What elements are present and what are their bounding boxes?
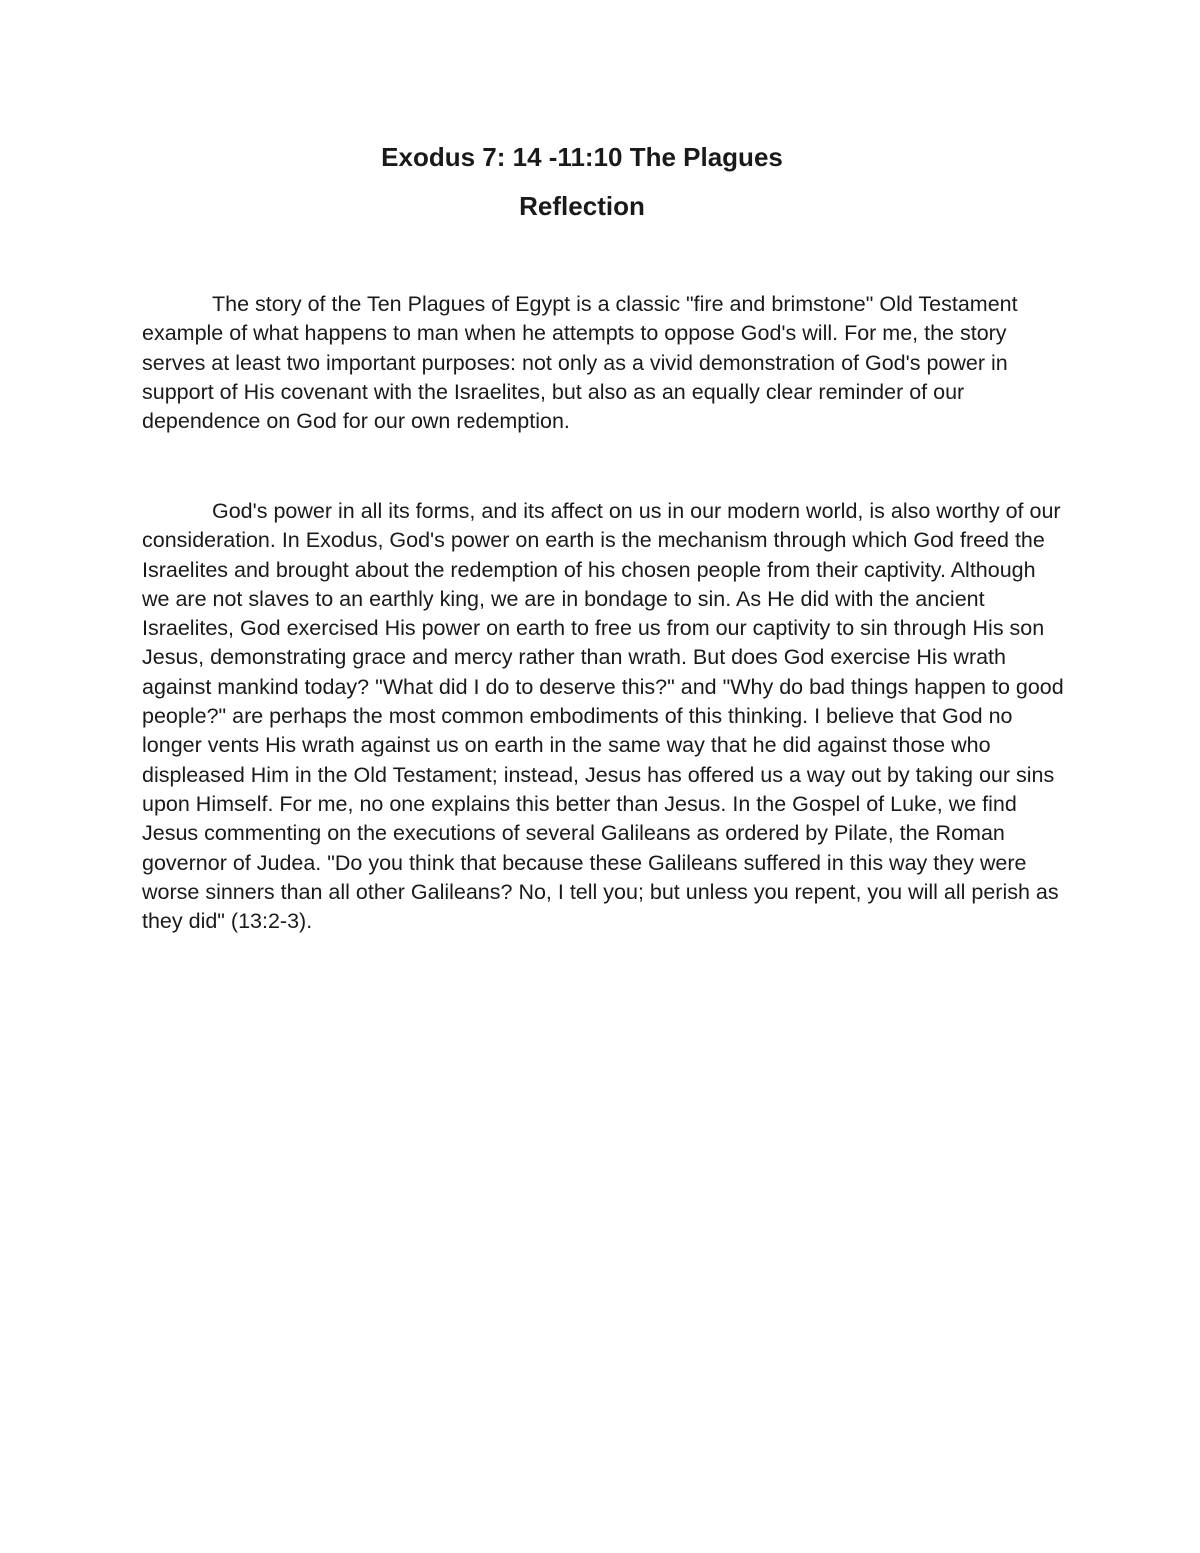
paragraph-1: The story of the Ten Plagues of Egypt is a classic "fire and brimstone" Old Testament example of what happens to man when he attempts to oppose God's will. For me, the story serves at least two important purposes: not only as a vivid demonstration of God's power in support of His covenant with the Israelites, but also as an equally clear reminder of our dependence on God for our own redemption. — [142, 292, 1018, 434]
page-title: Exodus 7: 14 -11:10 The Plagues — [381, 142, 783, 172]
page-subtitle: Reflection — [519, 191, 645, 221]
paragraph-2: God's power in all its forms, and its affect on us in our modern world, is also worthy of our consideration. In Exodus, God's power on earth is the mechanism through which God freed the Israelites and brought about the redemption of his chosen people from their captivity. Although we are not slaves to an earthly king, we are in bondage to sin. As He did with the ancient Israelites, God exercised His power on earth to free us from our captivity to sin through His son Jesus, demonstrating grace and mercy rather than wrath. But does God exercise His wrath against mankind today? "What did I do to deserve this?" and "Why do bad things happen to good people?" are perhaps the most common embodiments of this thinking. I believe that God no longer vents His wrath against us on earth in the same way that he did against those who displeased Him in the Old Testament; instead, Jesus has offered us a way out by taking our sins upon Himself. For me, no one explains this better than Jesus. In the Gospel of Luke, we find Jesus commenting on the executions of several Galileans as ordered by Pilate, the Roman governor of Judea. "Do you think that because these Galileans suffered in this way they were worse sinners than all other Galileans? No, I tell you; but unless you repent, you will all perish as they did" (13:2-3). — [142, 499, 1064, 934]
